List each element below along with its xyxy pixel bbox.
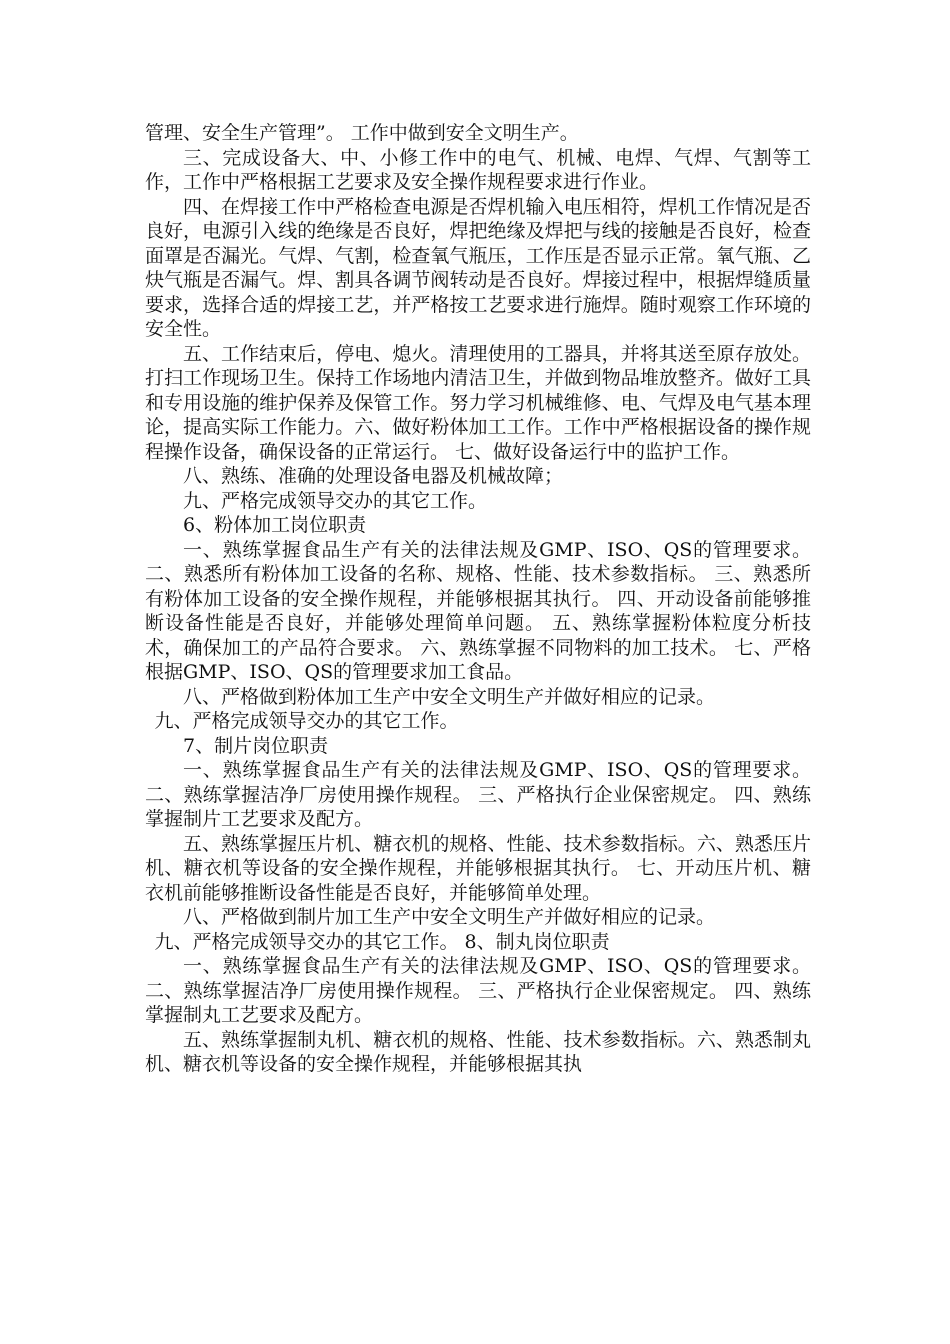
paragraph-item-9: 九、严格完成领导交办的其它工作。 [183,489,488,512]
paragraph-safety-management: 管理、安全生产管理”。 工作中做到安全文明生产。 [145,122,579,144]
section-heading-powder-processing: 6、粉体加工岗位职责 [183,514,367,536]
paragraph-pill-item-5: 五、熟练掌握制丸机、糖衣机的规格、性能、技术参数指标。六、熟悉制丸机、糖衣机等设备的安全操作规程，并能够根据其执 [145,1028,811,1075]
paragraph-powder-duties: 一、熟练掌握食品生产有关的法律法规及GMP、ISO、QS的管理要求。 二、熟悉所有粉体加工设备的名称、规格、性能、技术参数指标。 三、熟悉所有粉体加工设备的安全操作规程，并能够根据其执行。 四、开动设备前能够推断设备性能是否良好，并能够处理简单问题。 五、熟练掌握粉体粒度分析技术，确保加工的产品符合要求。 六、熟练掌握不同物料的加工技术。 七、严格根据GMP、ISO、QS的管理要求加工食品。 [145,538,811,683]
paragraph-tablet-item-9-and-pill-heading: 九、严格完成领导交办的其它工作。 8、制丸岗位职责 [154,930,610,953]
section-heading-tablet: 7、制片岗位职责 [183,734,329,757]
paragraph-item-4-welding: 四、在焊接工作中严格检查电源是否焊机输入电压相符，焊机工作情况是否良好，电源引入线的绝缘是否良好，焊把绝缘及焊把与线的接触是否良好，检查面罩是否漏光。气焊、气割，检查氧气瓶压，工作压是否显示正常。氧气瓶、乙炔气瓶是否漏气。焊、割具各调节阀转动是否良好。焊接过程中，根据焊缝质量要求，选择合适的焊接工艺，并严格按工艺要求进行施焊。随时观察工作环境的安全性。 [145,195,811,340]
document-body [145,121,811,1077]
paragraph-tablet-duties: 一、熟练掌握食品生产有关的法律法规及GMP、ISO、QS的管理要求。 二、熟练掌握洁净厂房使用操作规程。 三、严格执行企业保密规定。 四、熟练掌握制片工艺要求及配方。 [145,759,811,830]
paragraph-item-5-cleanup: 五、工作结束后，停电、熄火。清理使用的工器具，并将其送至原存放处。打扫工作现场卫生。保持工作场地内清洁卫生，并做到物品堆放整齐。做好工具和专用设施的维护保养及保管工作。努力学习机械维修、电、气焊及电气基本理论，提高实际工作能力。六、做好粉体加工工作。工作中严格根据设备的操作规程操作设备，确保设备的正常运行。 七、做好设备运行中的监护工作。 [145,342,811,463]
paragraph-tablet-item-8: 八、严格做到制片加工生产中安全文明生产并做好相应的记录。 [183,906,716,928]
paragraph-pill-duties: 一、熟练掌握食品生产有关的法律法规及GMP、ISO、QS的管理要求。 二、熟练掌握洁净厂房使用操作规程。 三、严格执行企业保密规定。 四、熟练掌握制丸工艺要求及配方。 [145,955,811,1026]
paragraph-item-8: 八、熟练、准确的处理设备电器及机械故障； [183,465,564,487]
paragraph-powder-item-8: 八、严格做到粉体加工生产中安全文明生产并做好相应的记录。 [183,685,716,708]
paragraph-item-3: 三、完成设备大、中、小修工作中的电气、机械、电焊、气焊、气割等工作，工作中严格根据工艺要求及安全操作规程要求进行作业。 [145,146,811,193]
paragraph-powder-item-9: 九、严格完成领导交办的其它工作。 [154,710,459,732]
paragraph-tablet-item-5: 五、熟练掌握压片机、糖衣机的规格、性能、技术参数指标。六、熟悉压片机、糖衣机等设备的安全操作规程，并能够根据其执行。 七、开动压片机、糖衣机前能够推断设备性能是否良好，并能够简单处理。 [145,832,811,904]
